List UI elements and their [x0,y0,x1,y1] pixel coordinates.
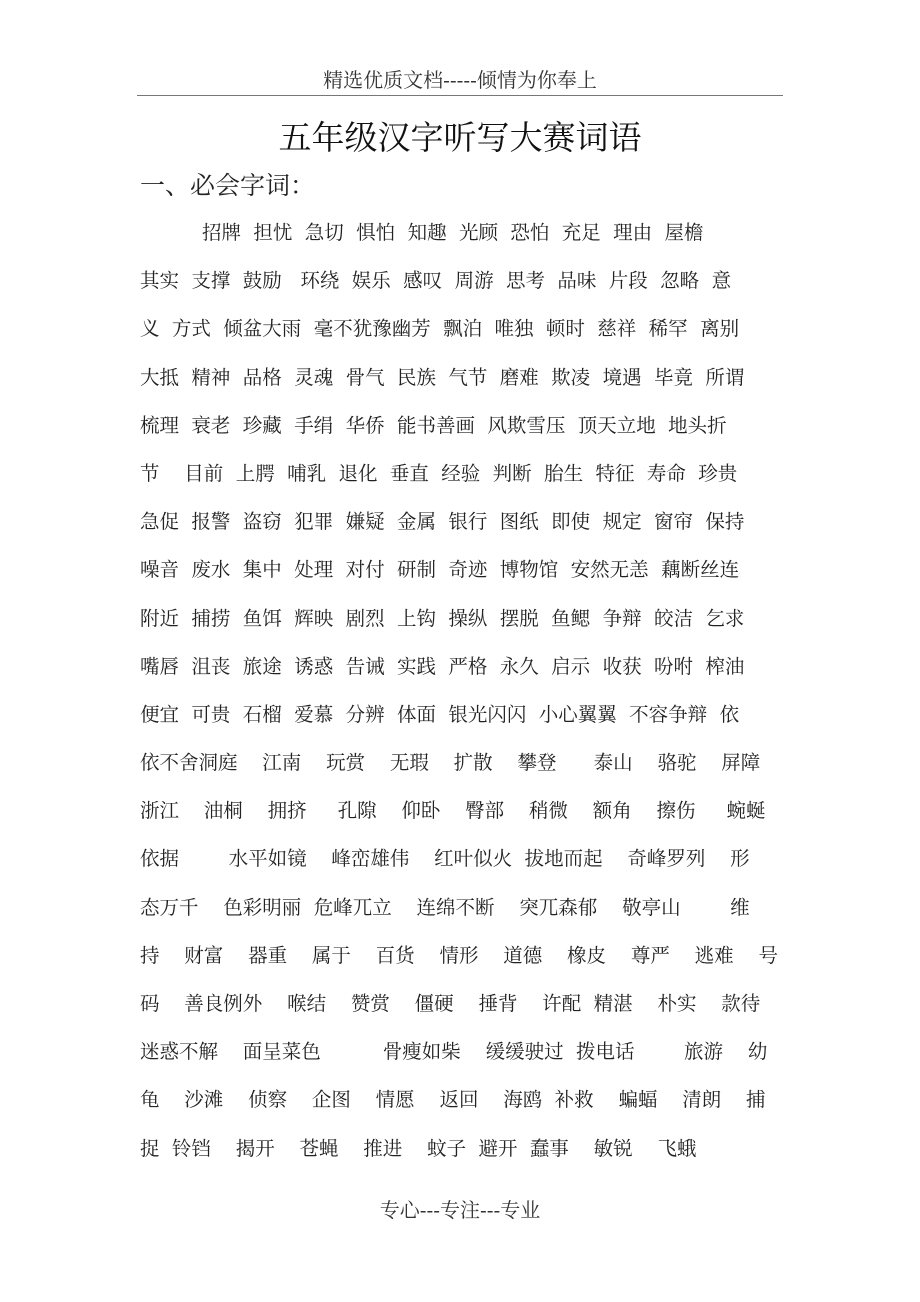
header-divider [137,95,783,96]
word-line: 义 方式 倾盆大雨 毫不犹豫幽芳 飘泊 唯独 顿时 慈祥 稀罕 离别 [140,317,740,341]
word-line: 码 善良例外 喉结 赞赏 僵硬 捶背 许配 精湛 朴实 款待 [140,992,761,1015]
word-line: 捉 铃铛 揭开 苍蝇 推进 蚊子 避开 蠢事 敏锐 飞蛾 [140,1136,697,1160]
word-line: 持 财富 器重 属于 百货 情形 道德 橡皮 尊严 逃难 号 [140,943,778,967]
page-header: 精选优质文档-----倾情为你奉上 [323,68,597,92]
word-line: 依不舍洞庭 江南 玩赏 无瑕 扩散 攀登 泰山 骆驼 屏障 [140,751,761,775]
word-line: 噪音 废水 集中 处理 对付 研制 奇迹 博物馆 安然无恙 藕断丝连 [140,558,740,582]
word-line: 大抵 精神 品格 灵魂 骨气 民族 气节 磨难 欺凌 境遇 毕竟 所谓 [140,365,745,389]
word-line: 迷惑不解 面呈菜色 骨瘦如柴 缓缓驶过 拨电话 旅游 幼 [140,1040,768,1064]
word-line: 急促 报警 盗窃 犯罪 嫌疑 金属 银行 图纸 即使 规定 窗帘 保持 [140,510,745,534]
word-line: 态万千 色彩明丽 危峰兀立 连绵不断 突兀森郁 敬亭山 维 [140,895,750,919]
word-line: 附近 捕捞 鱼饵 辉映 剧烈 上钩 操纵 摆脱 鱼鳃 争辩 皎洁 乞求 [140,606,745,630]
word-line: 龟 沙滩 侦察 企图 情愿 返回 海鸥 补救 蝙蝠 清朗 捕 [140,1088,766,1112]
document-title: 五年级汉字听写大赛词语 [278,118,642,157]
word-line: 依据 水平如镜 峰峦雄伟 红叶似火 拔地而起 奇峰罗列 形 [140,847,750,871]
word-line: 招牌 担忧 急切 惧怕 知趣 光顾 恐怕 充足 理由 屋檐 [140,221,704,244]
word-line: 浙江 油桐 拥挤 孔隙 仰卧 臀部 稍微 额角 擦伤 蜿蜒 [140,799,766,823]
word-line: 嘴唇 沮丧 旅途 诱惑 告诫 实践 严格 永久 启示 收获 吩咐 榨油 [140,654,745,678]
word-list [140,209,790,1173]
page-footer: 专心---专注---专业 [379,1198,541,1222]
section-heading: 一、必会字词： [140,171,316,200]
word-line: 便宜 可贵 石榴 爱慕 分辨 体面 银光闪闪 小心翼翼 不容争辩 依 [140,702,740,726]
word-line: 梳理 衰老 珍藏 手绢 华侨 能书善画 风欺雪压 顶天立地 地头折 [140,413,727,437]
word-line: 其实 支撑 鼓励 环绕 娱乐 感叹 周游 思考 品味 片段 忽略 意 [140,269,732,293]
word-line: 节 目前 上腭 哺乳 退化 垂直 经验 判断 胎生 特征 寿命 珍贵 [140,461,738,485]
